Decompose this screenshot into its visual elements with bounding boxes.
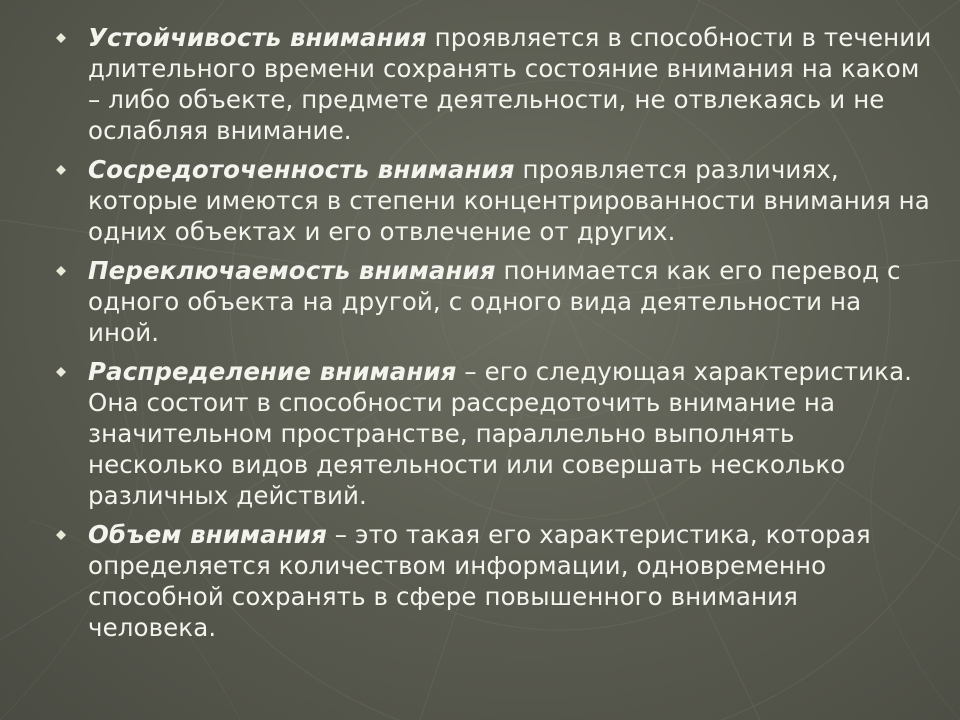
bullet-term: Распределение внимания (88, 357, 457, 386)
bullet-list (52, 22, 932, 651)
diamond-bullet-icon (56, 266, 66, 276)
bullet-term: Переключаемость внимания (88, 256, 496, 285)
bullet-item-distribution (52, 356, 932, 511)
bullet-term: Сосредоточенность внимания (88, 155, 515, 184)
diamond-bullet-icon (56, 33, 66, 43)
diamond-bullet-icon (56, 530, 66, 540)
bullet-text: проявляется различиях, которые имеются в степени концентрированности внимания на одних объектах и его отвлечение от других. (88, 155, 930, 246)
bullet-item-volume (52, 519, 932, 643)
bullet-text: проявляется в способности в течении длительного времени сохранять состояние внимания на каком – либо объекте, предмете деятельности, не отвлекаясь и не ослабляя внимание. (88, 23, 932, 145)
bullet-text: – его следующая характеристика. Она состоит в способности рассредоточить внимание на значительном пространстве, параллельно выполнять несколько видов деятельности или совершать несколько различных действий. (88, 357, 913, 510)
bullet-item-stability (52, 22, 932, 146)
diamond-bullet-icon (56, 165, 66, 175)
bullet-text: понимается как его перевод с одного объекта на другой, с одного вида деятельности на иной. (88, 256, 901, 347)
bullet-term: Объем внимания (88, 520, 327, 549)
bullet-item-switching (52, 255, 932, 348)
diamond-bullet-icon (56, 367, 66, 377)
bullet-text: – это такая его характеристика, которая определяется количеством информации, одновременно способной сохранять в сфере повышенного внимания человека. (88, 520, 871, 642)
bullet-term: Устойчивость внимания (88, 23, 427, 52)
bullet-item-concentration (52, 154, 932, 247)
